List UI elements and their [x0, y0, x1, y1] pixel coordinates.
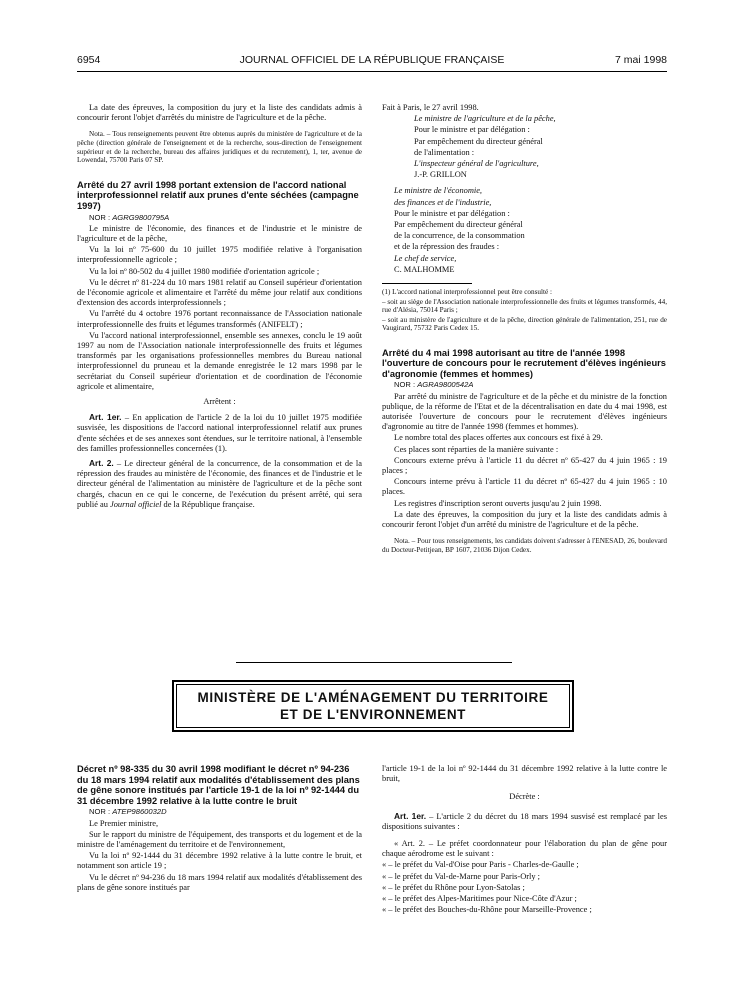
paragraph: Vu la loi nº 75-600 du 10 juillet 1975 modifiée relative à l'organisation interprofessionnelle agricole ;	[77, 245, 362, 265]
footnote-line: – soit au ministère de l'agriculture et de la pêche, direction générale de l'alimentation, 251, rue de Vaugirard, 75732 Paris Cedex 15.	[382, 315, 667, 333]
paragraph: Les registres d'inscription seront ouverts jusqu'au 2 juin 1998.	[394, 498, 602, 508]
signature-line: de l'alimentation :	[414, 147, 475, 157]
page-header	[77, 54, 667, 70]
signatory-name: J.-P. GRILLON	[414, 170, 467, 180]
paragraph: La date des épreuves, la composition du jury et la liste des candidats admis à concourir feront l'objet d'arrêtés du ministre de l'agriculture et de la pêche.	[77, 103, 362, 123]
article-1: Art. 1er. – L'article 2 du décret du 18 mars 1994 susvisé est remplacé par les dispositions suivantes :	[382, 810, 667, 831]
footnote-rule	[382, 283, 472, 284]
nor-reference: NOR : AGRA9800542A	[394, 380, 474, 390]
signatory-name: C. MALHOMME	[394, 264, 455, 274]
list-item: « – le préfet du Rhône pour Lyon-Satolas ;	[382, 882, 525, 892]
left-column-top	[77, 103, 362, 511]
paragraph: Par arrêté du ministre de l'agriculture et de la pêche et du ministre de la fonction publique, de la réforme de l'Etat et de la décentralisation en date du 4 mai 1998, est autorisée l'ouverture de concours pour le recrutement d'élèves ingénieurs d'agronomie au titre de l'année 1998 (femmes et hommes).	[382, 391, 667, 432]
article-1: Art. 1er. – En application de l'article 2 de la loi du 10 juillet 1975 modifiée susvisée, les dispositions de l'accord national interprofessionnel relatif aux prunes d'ente séchées et de ses annexes sont étendues, sur le territoire national, à l'ensemble des familles professionnelles concernées (1).	[77, 412, 362, 453]
signature-line: Par empêchement du directeur général	[414, 136, 543, 146]
header-rule	[77, 71, 667, 72]
paragraph: Vu la loi nº 80-502 du 4 juillet 1980 modifiée d'orientation agricole ;	[89, 266, 320, 276]
list-item: « – le préfet du Val-d'Oise pour Paris - Charles-de-Gaulle ;	[382, 860, 579, 870]
signature-line: L'inspecteur général de l'agriculture,	[414, 159, 539, 169]
paragraph: Le ministre de l'économie, des finances et de l'industrie et le ministre de l'agriculture et de la pêche,	[77, 223, 362, 243]
paragraph: Sur le rapport du ministre de l'équipement, des transports et du logement et de la ministre de l'aménagement du territoire et de l'environnement,	[77, 829, 362, 849]
signature-line: Par empêchement du directeur général	[394, 220, 523, 230]
paragraph: Le Premier ministre,	[89, 818, 159, 828]
paragraph: La date des épreuves, la composition du jury et la liste des candidats admis à concourir feront l'objet d'un arrêté du ministre de l'agriculture et de la pêche.	[382, 509, 667, 529]
page-number: 6954	[77, 54, 101, 66]
fait-a-paris: Fait à Paris, le 27 avril 1998.	[382, 103, 479, 112]
decrete: Décrète :	[509, 792, 540, 802]
article-2-intro: « Art. 2. – Le préfet coordonnateur pour l'élaboration du plan de gêne pour chaque aérodrome est le suivant :	[382, 839, 667, 859]
signature-line: de la concurrence, de la consommation	[394, 231, 525, 241]
signature-line: Le ministre de l'économie,	[394, 186, 483, 196]
nota: Nota. – Tous renseignements peuvent être obtenus auprès du ministère de l'agriculture et de la pêche (direction générale de l'enseignement et de la recherche, sous-direction de l'enseignement supérieur et de la recherche, bureau des affaires juridiques et du recrutement), 1, ter, avenue de Lowendal, 75700 Paris 07 SP.	[77, 130, 362, 165]
signature-line: Pour le ministre et par délégation :	[394, 208, 510, 218]
signature-line: et de la répression des fraudes :	[394, 242, 500, 252]
ministry-title-line2: ET DE L'ENVIRONNEMENT	[279, 707, 467, 722]
nota: Nota. – Pour tous renseignements, les candidats doivent s'adresser à l'ENESAD, 26, boulevard du Docteur-Petitjean, BP 1607, 21036 Dijon Cedex.	[382, 537, 667, 554]
ministry-title-line1: MINISTÈRE DE L'AMÉNAGEMENT DU TERRITOIRE	[197, 690, 549, 705]
paragraph: Ces places sont réparties de la manière suivante :	[394, 444, 559, 454]
arretent: Arrêtent :	[203, 397, 236, 407]
paragraph: Vu le décret nº 94-236 du 18 mars 1994 relatif aux modalités d'établissement des plans de gêne sonore institués par	[77, 872, 362, 892]
arrete-title: Arrêté du 4 mai 1998 autorisant au titre de l'année 1998 l'ouverture de concours pour le recrutement d'élèves ingénieurs d'agronomie (femmes et hommes)	[382, 347, 666, 379]
footnote-line: (1) L'accord national interprofessionnel peut être consulté :	[382, 288, 552, 297]
ministry-banner	[172, 680, 574, 732]
list-item: « – le préfet des Bouches-du-Rhône pour Marseille-Provence ;	[382, 905, 592, 915]
paragraph: Concours externe prévu à l'article 11 du décret nº 65-427 du 4 juin 1965 : 19 places ;	[382, 455, 667, 475]
decret-title: Décret nº 98-335 du 30 avril 1998 modifiant le décret nº 94-236 du 18 mars 1994 relatif aux modalités d'établissement des plans de gêne sonore institués par l'article 19-1 de la loi nº 92-1444 du 31 décembre 1992 relative à la lutte contre le bruit	[77, 764, 360, 806]
article-2: Art. 2. – Le directeur général de la concurrence, de la consommation et de la répression des fraudes au ministère de l'économie, des finances et de l'industrie et le directeur général de l'alimentation au ministère de l'agriculture et de la pêche sont chargés, chacun en ce qui le concerne, de l'exécution du présent arrêté, qui sera publié au Journal officiel de la République française.	[77, 458, 362, 509]
nor-reference: NOR : AGRG9800795A	[89, 212, 170, 222]
footnote	[382, 288, 667, 333]
paragraph: Vu l'arrêté du 4 octobre 1976 portant reconnaissance de l'Association nationale interprofessionnelle des fruits et légumes transformés (ANIFELT) ;	[77, 309, 362, 329]
signature-line: Le chef de service,	[394, 253, 457, 263]
journal-title: JOURNAL OFFICIEL DE LA RÉPUBLIQUE FRANÇAISE	[239, 54, 505, 66]
paragraph: l'article 19-1 de la loi nº 92-1444 du 31 décembre 1992 relative à la lutte contre le bruit,	[382, 764, 667, 784]
issue-date: 7 mai 1998	[615, 54, 667, 66]
paragraph: Concours interne prévu à l'article 11 du décret nº 65-427 du 4 juin 1965 : 10 places.	[382, 477, 667, 497]
nor-reference: NOR : ATEP9860032D	[89, 807, 167, 817]
signature-line: Le ministre de l'agriculture et de la pêche,	[414, 114, 556, 124]
paragraph: Vu la loi nº 92-1444 du 31 décembre 1992 relative à la lutte contre le bruit, et notamment son article 19 ;	[77, 851, 362, 871]
list-item: « – le préfet des Alpes-Maritimes pour Nice-Côte d'Azur ;	[382, 894, 577, 904]
footnote-line: – soit au siège de l'Association nationale interprofessionnelle des fruits et légumes transformés, 44, rue d'Alésia, 75014 Paris ;	[382, 297, 667, 315]
paragraph: Vu l'accord national interprofessionnel, ensemble ses annexes, conclu le 19 août 1997 au nom de l'Association nationale interprofessionnelle des fruits et légumes transformés par les organisations professionnelles membres du Bureau national interprofessionnel du pruneau et la demande enregistrée le 12 mars 1998 par le secrétariat du Conseil supérieur d'orientation et de coordination de l'économie agricole et alimentaire,	[77, 330, 362, 391]
list-item: « – le préfet du Val-de-Marne pour Paris-Orly ;	[382, 871, 540, 881]
section-divider	[236, 662, 512, 663]
paragraph: Le nombre total des places offertes aux concours est fixé à 29.	[394, 433, 603, 443]
signature-line: des finances et de l'industrie,	[394, 197, 492, 207]
right-column-bottom	[382, 764, 667, 916]
paragraph: Vu le décret nº 81-224 du 10 mars 1981 relatif au Conseil supérieur d'orientation de l'économie agricole et alimentaire et l'arrêté du même jour relatif aux conditions d'extension des accords interprofessionnels ;	[77, 277, 362, 308]
arrete-title: Arrêté du 27 avril 1998 portant extension de l'accord national interprofessionnel relatif aux prunes d'ente séchées (campagne 1997)	[77, 179, 359, 211]
signature-line: Pour le ministre et par délégation :	[414, 125, 530, 135]
left-column-bottom	[77, 764, 362, 894]
right-column-top	[382, 103, 667, 555]
